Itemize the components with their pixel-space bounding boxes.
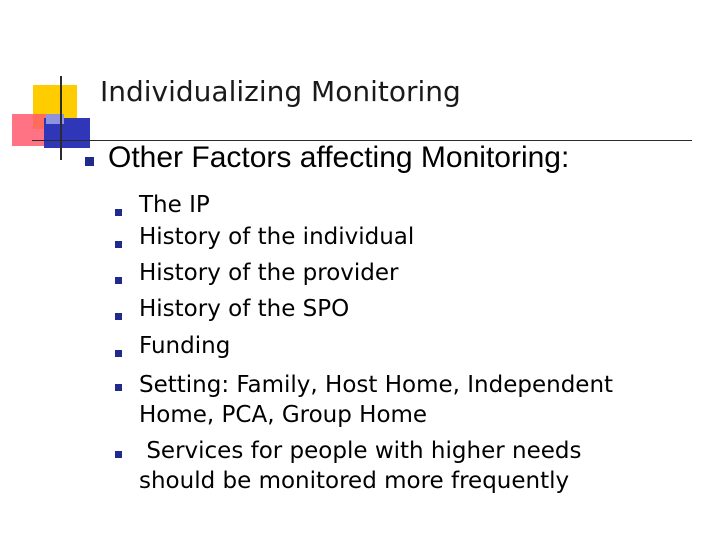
main-bullet-text: Other Factors affecting Monitoring: <box>108 141 570 174</box>
slide-title: Individualizing Monitoring <box>100 75 461 108</box>
sub-bullet-text: Setting: Family, Host Home, Independent Home, PCA, Group Home <box>139 372 614 428</box>
sub-bullet-text: History of the SPO <box>139 296 350 322</box>
sub-bullet-text: History of the individual <box>139 224 415 250</box>
sub-bullet-text: History of the provider <box>139 260 399 286</box>
sub-bullet-marker <box>115 451 122 458</box>
sub-bullet-marker <box>115 384 122 391</box>
sub-bullet-marker <box>115 277 122 284</box>
sub-bullet-text: Services for people with higher needs should be monitored more frequently <box>139 438 582 494</box>
sub-bullet-marker <box>115 313 122 320</box>
decorative-vertical-line <box>60 76 62 160</box>
sub-bullet-text: The IP <box>139 192 210 218</box>
decorative-red-square <box>12 114 48 146</box>
sub-bullet-marker <box>115 350 122 357</box>
sub-bullet-marker <box>115 209 122 216</box>
main-bullet-marker <box>85 157 94 166</box>
sub-bullet-text: Funding <box>139 333 231 359</box>
sub-bullet-marker <box>115 241 122 248</box>
